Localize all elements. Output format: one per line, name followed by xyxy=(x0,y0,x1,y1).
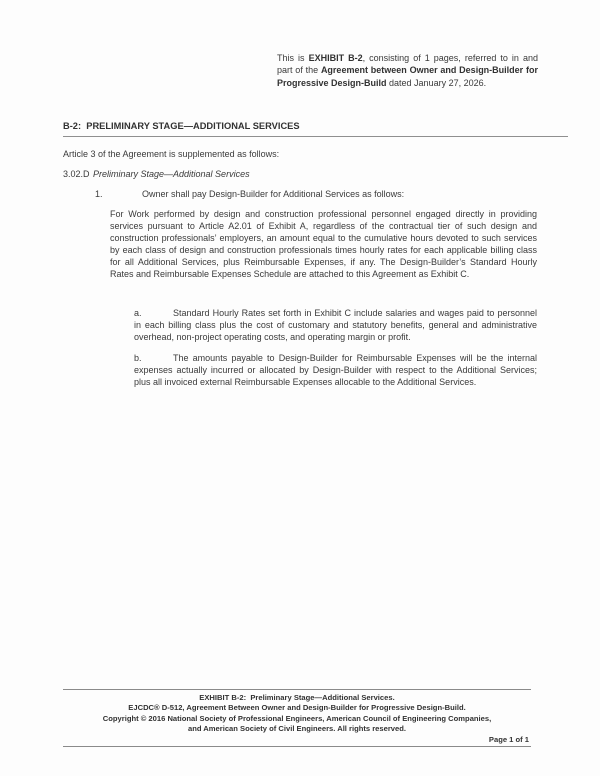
supplement-line: Article 3 of the Agreement is supplemented as follows: xyxy=(63,149,280,159)
subsection-title: Preliminary Stage—Additional Services xyxy=(93,169,250,179)
numbered-item-1-text: Owner shall pay Design-Builder for Additional Services as follows: xyxy=(142,189,405,199)
subitem-b xyxy=(134,352,537,388)
subitem-b-marker: b. xyxy=(134,353,142,363)
subitem-a-marker: a. xyxy=(134,308,142,318)
intro-text-2: , consisting of 1 pages, referred to in and part of the xyxy=(277,53,538,76)
subitem-a-text: Standard Hourly Rates set forth in Exhibit C include salaries and wages paid to personnel in each billing class plus the cost of customary and statutory benefits, general and administrative overhead, non-project operating costs, and operating margin or profit. xyxy=(134,308,537,342)
section-heading: B-2: PRELIMINARY STAGE—ADDITIONAL SERVICES xyxy=(63,120,568,137)
intro-text-1: This is xyxy=(277,53,309,63)
footer-top-rule xyxy=(63,689,531,690)
article-subsection-line xyxy=(63,168,537,180)
footer-exhibit-line: EXHIBIT B-2: Preliminary Stage—Additional Services. xyxy=(199,693,395,702)
intro-agreement-title: Agreement between Owner and Design-Builder for Progressive Design-Build xyxy=(277,65,538,88)
intro-exhibit-label: EXHIBIT B-2 xyxy=(308,53,363,63)
numbered-item-1 xyxy=(95,188,537,200)
intro-text-3: dated January 27, 2026. xyxy=(386,77,487,88)
subitem-a xyxy=(134,307,537,343)
footer-copyright-line-1: Copyright © 2016 National Society of Professional Engineers, American Council of Engineering Companies, xyxy=(102,713,492,723)
footer-document-line: EJCDC® D-512, Agreement Between Owner and Design-Builder for Progressive Design-Build. xyxy=(128,703,466,713)
subsection-number: 3.02.D xyxy=(63,169,90,179)
footer-identification-block xyxy=(63,693,531,734)
subitem-b-text: The amounts payable to Design-Builder for Reimbursable Expenses will be the internal expenses actually incurred or allocated by Design-Builder with respect to the Additional Services; plus all invoiced external Reimbursable Expenses allocable to the Additional Services. xyxy=(134,353,537,387)
exhibit-intro-paragraph xyxy=(277,52,538,89)
main-paragraph: For Work performed by design and construction professional personnel engaged directly in providing services pursuant to Article A2.01 of Exhibit A, regardless of the contractual tier of such design and construction professionals’ employers, an amount equal to the cumulative hours devoted to such services by each class of design and construction professionals times hourly rates for each applicable billing class for all Additional Services, plus Reimbursable Expenses, if any. The Design-Builder’s Standard Hourly Rates and Reimbursable Expenses Schedule are attached to this Agreement as Exhibit C. xyxy=(110,209,537,279)
footer-copyright-line-2: and American Society of Civil Engineers. All rights reserved. xyxy=(187,723,407,733)
numbered-item-1-marker: 1. xyxy=(95,189,103,199)
footer-bottom-rule xyxy=(63,746,531,747)
page-number: Page 1 of 1 xyxy=(488,735,529,744)
